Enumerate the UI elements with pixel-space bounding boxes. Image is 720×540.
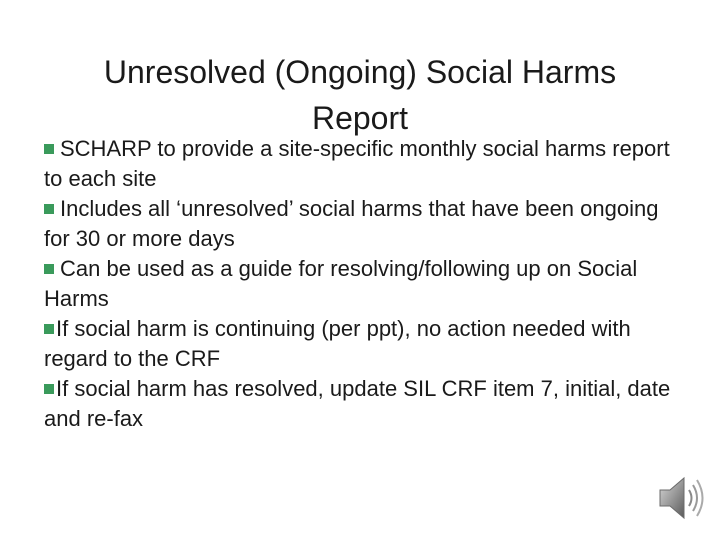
bullet-text: Can be used as a guide for resolving/following up on Social Harms (44, 256, 638, 311)
bullet-list (44, 134, 684, 434)
bullet-item (44, 374, 684, 434)
bullet-square-icon (44, 144, 54, 154)
bullet-text: Includes all ‘unresolved’ social harms that have been ongoing for 30 or more days (44, 196, 659, 251)
speaker-icon[interactable] (656, 470, 706, 526)
bullet-square-icon (44, 324, 54, 334)
bullet-square-icon (44, 384, 54, 394)
bullet-item (44, 254, 684, 314)
slide-title-line-2: Report (311, 100, 409, 137)
bullet-square-icon (44, 264, 54, 274)
bullet-text: If social harm has resolved, update SIL CRF item 7, initial, date and re-fax (44, 376, 671, 431)
bullet-text: If social harm is continuing (per ppt), no action needed with regard to the CRF (44, 316, 631, 371)
bullet-item (44, 134, 684, 194)
bullet-item (44, 194, 684, 254)
slide-title (40, 49, 680, 141)
bullet-item (44, 314, 684, 374)
bullet-text: SCHARP to provide a site-specific monthly social harms report to each site (44, 136, 670, 191)
slide-title-line-1: Unresolved (Ongoing) Social Harms (103, 54, 617, 91)
bullet-square-icon (44, 204, 54, 214)
